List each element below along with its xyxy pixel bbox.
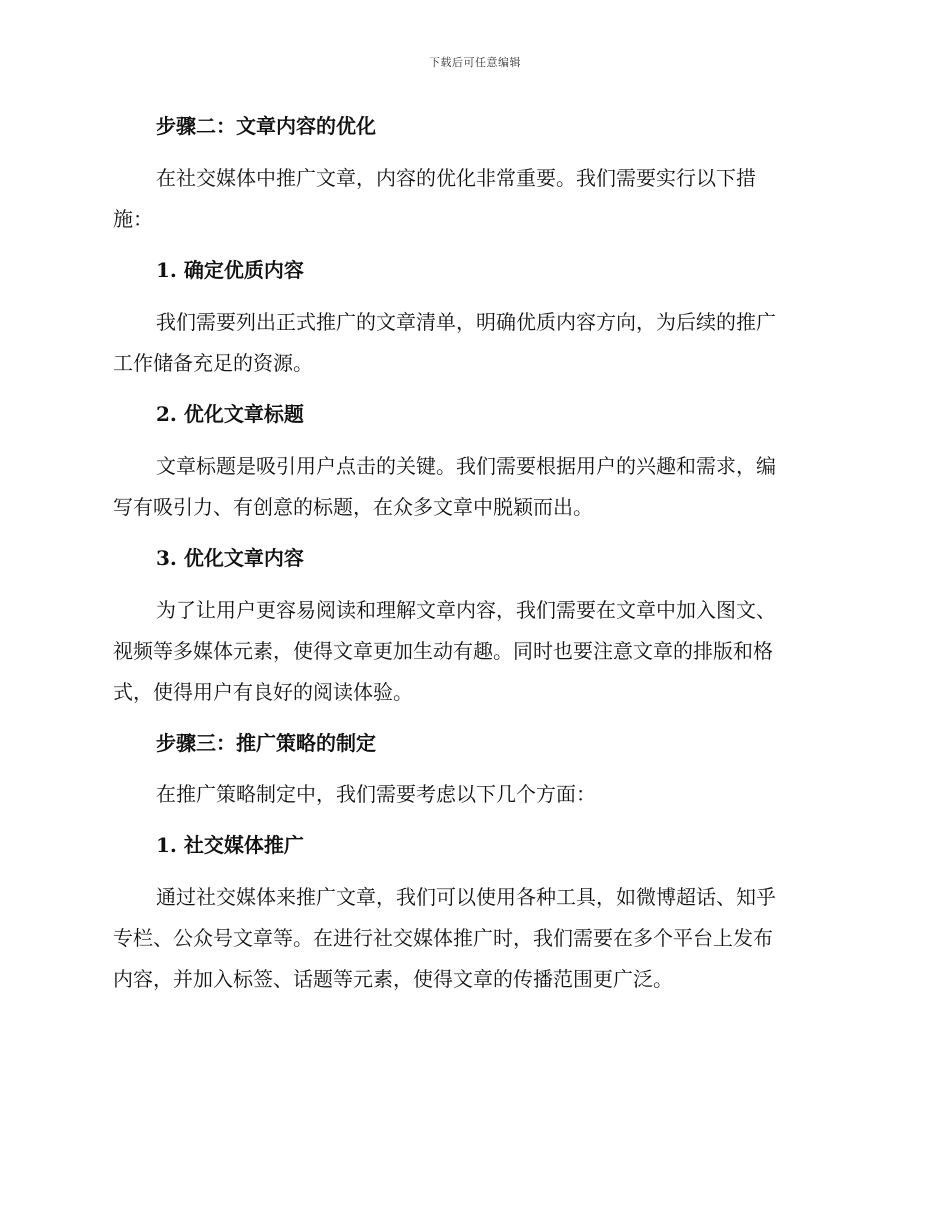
item2-heading: 2. 优化文章标题 bbox=[156, 402, 304, 426]
item4-line-3: 内容，并加入标签、话题等元素，使得文章的传播范围更广泛。 bbox=[113, 967, 673, 991]
item3-line-1: 为了让用户更容易阅读和理解文章内容，我们需要在文章中加入图文、 bbox=[156, 598, 776, 622]
step2-intro-line-1: 在社交媒体中推广文章，内容的优化非常重要。我们需要实行以下措 bbox=[156, 166, 756, 190]
item2-line-1: 文章标题是吸引用户点击的关键。我们需要根据用户的兴趣和需求，编 bbox=[156, 454, 776, 478]
item3-line-3: 式，使得用户有良好的阅读体验。 bbox=[113, 680, 413, 704]
document-body bbox=[113, 106, 833, 1000]
item1-heading: 1. 确定优质内容 bbox=[156, 258, 304, 282]
step2-intro-paragraph bbox=[113, 158, 833, 240]
step2-intro-line-2: 施： bbox=[113, 207, 153, 231]
item3-paragraph bbox=[113, 590, 833, 713]
item3-line-2: 视频等多媒体元素，使得文章更加生动有趣。同时也要注意文章的排版和格 bbox=[113, 639, 773, 663]
page-header: 下载后可任意编辑 bbox=[429, 56, 521, 69]
item4-line-2: 专栏、公众号文章等。在进行社交媒体推广时，我们需要在多个平台上发布 bbox=[113, 926, 773, 950]
item1-paragraph bbox=[113, 302, 833, 384]
item4-heading: 1. 社交媒体推广 bbox=[156, 833, 304, 857]
step3-intro-paragraph bbox=[113, 774, 833, 815]
step3-intro-line-1: 在推广策略制定中，我们需要考虑以下几个方面： bbox=[156, 782, 596, 806]
item1-line-1: 我们需要列出正式推广的文章清单，明确优质内容方向，为后续的推广 bbox=[156, 310, 776, 334]
item2-paragraph bbox=[113, 446, 833, 528]
item4-paragraph bbox=[113, 877, 833, 1000]
item1-line-2: 工作储备充足的资源。 bbox=[113, 351, 313, 375]
step3-heading: 步骤三：推广策略的制定 bbox=[156, 731, 376, 755]
step2-heading: 步骤二：文章内容的优化 bbox=[156, 114, 376, 138]
item4-line-1: 通过社交媒体来推广文章，我们可以使用各种工具，如微博超话、知乎 bbox=[156, 885, 776, 909]
item3-heading: 3. 优化文章内容 bbox=[156, 546, 304, 570]
item2-line-2: 写有吸引力、有创意的标题，在众多文章中脱颖而出。 bbox=[113, 495, 593, 519]
